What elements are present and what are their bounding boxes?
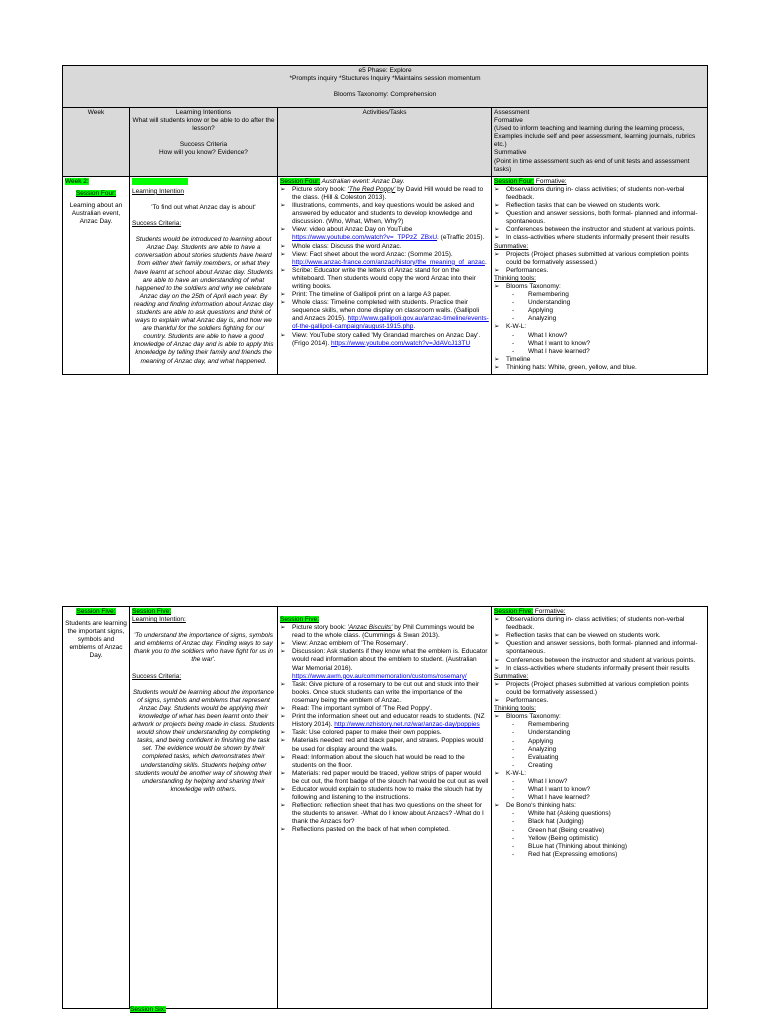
list-item [280, 640, 489, 648]
list-item [512, 746, 705, 754]
list-item [280, 681, 489, 705]
list-item [280, 705, 489, 713]
arrow-bullet-icon: ➢ [280, 737, 286, 745]
item-text: What I have learned? [528, 347, 590, 355]
list-item: ➢ K-W-L: [494, 769, 527, 777]
intention-cell [130, 607, 278, 1009]
item-text: Scribe: Educator write the letters of Anzac stand for on the whiteboard. Then students would copy the word Anzac into their writing books. [292, 266, 476, 290]
intention-label: Learning Intention [132, 187, 185, 195]
arrow-bullet-icon: ➢ [494, 202, 500, 210]
list-item [494, 356, 705, 364]
col-assessment [492, 108, 708, 177]
item-text: Remembering [528, 291, 569, 299]
list-item [280, 202, 489, 226]
list-item [494, 210, 705, 226]
list-item [494, 665, 705, 673]
criteria-label: Success Criteria: [132, 672, 182, 680]
criteria-text: Students would be introduced to learning about Anzac Day. Students are able to have a conversation about stories students have heard from either their family members, or what they have learnt at school about Anzac day. Students are able to have an understanding of what happened to the soldiers and why we celebrate Anzac day on the 25th of April each year. By reading and finding information about Anzac day students are able to ask questions and think of ways to explain what Anzac day is, and how we are thankful for the soldiers fighting for our country. Students are able to have a good knowledge of Anzac day and is able to apply this knowledge by telling their family and friends the meaning of Anzac day, and what happened. [133, 236, 274, 365]
week-label: Week 2: [65, 177, 89, 185]
dash-bullet: - [512, 786, 515, 794]
list-item [280, 713, 489, 729]
list-item [280, 243, 489, 251]
dash-bullet: - [512, 315, 515, 323]
summative-list [494, 681, 705, 705]
item-text: Question and answer sessions, both formal- planned and informal- spontaneous. [506, 640, 698, 656]
list-item: ➢ Blooms Taxonomy: [494, 282, 561, 290]
item-text: View: Anzac emblem of 'The Rosemary'. [292, 640, 409, 648]
book-title: 'The Red Poppy' [347, 185, 396, 193]
list-item [512, 307, 705, 315]
kwl-list [494, 323, 705, 331]
item-text: Print the information sheet out and educator reads to students. (NZ History 2014). [292, 713, 485, 729]
list-item [494, 251, 705, 267]
list-item [494, 697, 705, 705]
list-item [512, 810, 705, 818]
list-item [494, 202, 705, 210]
criteria-question: How will you know? Evidence? [159, 149, 248, 157]
item-text: Reflection tasks that can be viewed on students work. [506, 632, 661, 640]
debono-list [494, 802, 705, 810]
thinking-list [494, 713, 705, 721]
assessment-label: Session Five: [494, 608, 534, 615]
arrow-bullet-icon: ➢ [494, 226, 500, 234]
list-item [280, 226, 489, 242]
reference-link[interactable]: http://www.gallipoli.gov.au/anzac-timeline/events-of-the-gallipoli-campaign/august-1915.php [292, 315, 489, 331]
item-text: Conferences between the instructor and student at various points. [506, 656, 696, 664]
item-text: Materials needed: red and black paper, and straws. Poppies would be used for display around the walls. [292, 737, 484, 753]
list-item [512, 762, 705, 770]
item-text: . (eTraffic 2015). [437, 234, 485, 242]
item-text: Illustrations, comments, and key questions would be asked and answered by educator and students to develop knowledge and discussion. (Who, What, When, Why?) [292, 202, 475, 226]
item-text: Remembering [528, 721, 569, 729]
list-item [280, 648, 489, 680]
assessment-label: Session Four: [494, 177, 535, 185]
kwl-items [494, 332, 705, 356]
dash-bullet: - [512, 307, 515, 315]
arrow-bullet-icon: ➢ [280, 242, 286, 250]
list-item [494, 364, 705, 372]
item-text: What I know? [528, 777, 568, 785]
list-item [280, 802, 489, 826]
lesson-plan-table-1 [62, 65, 708, 375]
arrow-bullet-icon: ➢ [280, 785, 286, 793]
item-text: Analyzing [528, 315, 557, 323]
arrow-bullet-icon: ➢ [280, 266, 286, 274]
summative-desc: (Point in time assessment such as end of unit tests and assessment tasks) [494, 157, 690, 173]
list-item [494, 267, 705, 275]
item-text: View: Fact sheet about the word Anzac: (Somme 2015). [292, 250, 453, 258]
list-item [512, 851, 705, 859]
activities-cell [278, 176, 492, 374]
summative-label: Summative: [494, 242, 529, 250]
formative-list [494, 186, 705, 243]
item-text: Thinking hats: White, green, yellow, and blue. [506, 363, 637, 371]
item-text: View: YouTube story called 'My Grandad marches on Anzac Day'. (Frigo 2014). [292, 331, 481, 347]
arrow-bullet-icon: ➢ [280, 226, 286, 234]
week-description: Students are learning the important signs, symbols and emblems of Anzac Day. [65, 620, 127, 660]
blooms-list [494, 721, 705, 770]
arrow-bullet-icon: ➢ [494, 664, 500, 672]
arrow-bullet-icon: ➢ [280, 185, 286, 193]
intention-label: Learning Intention: [132, 616, 186, 624]
dash-bullet: - [512, 729, 515, 737]
arrow-bullet-icon: ➢ [494, 355, 500, 363]
blooms-level: Blooms Taxonomy: Comprehension [333, 91, 437, 99]
list-item [512, 754, 705, 762]
arrow-bullet-icon: ➢ [494, 640, 500, 648]
arrow-bullet-icon: ➢ [494, 697, 500, 705]
item-text: Projects (Project phases submitted at various completion points could be formatively assessed.) [506, 680, 689, 696]
item-text: Reflections pasted on the back of hat when completed. [292, 826, 450, 834]
item-text: Print: The timeline of Gallipoli print on a large A3 paper. [292, 291, 451, 299]
arrow-bullet-icon: ➢ [280, 640, 286, 648]
item-text: In class-activities where students informally present their results [506, 234, 690, 242]
list-item [280, 754, 489, 770]
arrow-bullet-icon: ➢ [280, 713, 286, 721]
list-item [512, 794, 705, 802]
item-text: Timeline [506, 355, 531, 363]
phase-header [63, 66, 708, 108]
item-text: by Phil Cummings would be read to the whole class. (Cummings & Swan 2013). [292, 624, 475, 640]
dash-bullet: - [512, 842, 515, 850]
phase-title: e5 Phase: Explore [358, 67, 412, 74]
item-text: Picture story book: [292, 624, 348, 632]
list-item [280, 186, 489, 202]
kwl-list [494, 770, 705, 778]
dash-bullet: - [512, 794, 515, 802]
item-text: Applying [528, 737, 553, 745]
item-text: Projects (Project phases submitted at various completion points could be formatively assessed.) [506, 250, 689, 266]
list-item [512, 340, 705, 348]
intention-text: 'To understand the importance of signs, symbols and emblems of Anzac day. Finding ways to say thank you to the soldiers who have fight for us in the war'. [133, 632, 274, 664]
arrow-bullet-icon: ➢ [280, 202, 286, 210]
dash-bullet: - [512, 291, 515, 299]
list-item [512, 778, 705, 786]
list-item [512, 786, 705, 794]
assessment-title: Formative: [533, 608, 566, 615]
list-item [280, 729, 489, 737]
dash-bullet: - [512, 745, 515, 753]
arrow-bullet-icon: ➢ [280, 624, 286, 632]
dash-bullet: - [512, 299, 515, 307]
arrow-bullet-icon: ➢ [280, 729, 286, 737]
list-item [512, 291, 705, 299]
item-text: Discussion: Ask students if they know what the emblem is. Educator would read information about the emblem to student. (Australian War Memorial 2016). [292, 648, 488, 672]
book-title: 'Anzac Biscuits' [347, 624, 393, 632]
item-text: Picture story book: [292, 185, 348, 193]
summative-list [494, 251, 705, 275]
arrow-bullet-icon: ➢ [280, 769, 286, 777]
thinking-label: Thinking tools: [494, 705, 536, 713]
phase-prompts: *Prompts inquiry *Stuctures Inquiry *Maintains session momentum [289, 75, 481, 83]
col-intentions [130, 108, 278, 177]
item-text: Black hat (Judging) [528, 818, 584, 826]
activities-title: Australian event: Anzac Day. [320, 177, 405, 185]
reference-link[interactable]: https://www.awm.gov.au/commemoration/customs/rosemary/ [292, 672, 467, 680]
summative-label: Summative: [494, 672, 529, 680]
formative-desc: (Used to inform teaching and learning during the learning process, Examples include self and peer assessment, learning journals, rubrics etc.) [494, 125, 696, 149]
dash-bullet: - [512, 753, 515, 761]
lesson-plan-table-2 [62, 606, 708, 1009]
arrow-bullet-icon: ➢ [280, 826, 286, 834]
item-text: What I want to know? [528, 339, 591, 347]
item-text: Observations during in- class activities; of students non-verbal feedback. [506, 185, 685, 201]
list-item [494, 186, 705, 202]
item-text: . [413, 323, 416, 331]
thinking-list [494, 283, 705, 291]
intention-text: 'To find out what Anzac day is about' [151, 203, 256, 211]
dash-bullet: - [512, 339, 515, 347]
assessment-cell [492, 607, 708, 1009]
assessment-title: Assessment [494, 109, 530, 116]
list-item [280, 291, 489, 299]
list-item [512, 348, 705, 356]
list-item [512, 835, 705, 843]
item-text: White hat (Asking questions) [528, 810, 611, 818]
dash-bullet: - [512, 818, 515, 826]
dash-bullet: - [512, 761, 515, 769]
item-text: Reflection tasks that can be viewed on students work. [506, 202, 661, 210]
intentions-question: What will students know or be able to do after the lesson? [132, 117, 275, 133]
arrow-bullet-icon: ➢ [494, 656, 500, 664]
criteria-text: Students would be learning about the importance of signs, symbols and emblems that represent Anzac Day. Students would be applying their knowledge of what has been learnt onto their artwork or projects being made in class. Students would show their understanding by completing tasks, and being confident in finishing the task set. The evidence would be shown by their completed tasks, which demonstrates their understanding skills. Students helping other students would be another way of showing their understanding by helping and sharing their knowledge with others. [132, 688, 275, 793]
activities-label: Session Four: [280, 177, 321, 185]
list-item [280, 624, 489, 640]
week-cell [63, 607, 130, 1009]
criteria-label: Success Criteria: [132, 220, 182, 228]
arrow-bullet-icon: ➢ [494, 616, 500, 624]
week-cell [63, 176, 130, 374]
session-label: Session Four: [75, 189, 117, 197]
list-item [512, 843, 705, 851]
debono-items [494, 810, 705, 859]
item-text: Red hat (Expressing emotions) [528, 850, 618, 858]
item-text: Educator would explain to students how to make the slouch hat by following and listening to the instructions. [292, 785, 483, 802]
arrow-bullet-icon: ➢ [280, 331, 286, 339]
kwl-items [494, 778, 705, 802]
item-text: In class-activities where students informally present their results [506, 664, 690, 672]
list-item: ➢ Blooms Taxonomy: [494, 713, 561, 721]
criteria-title: Success Criteria [179, 141, 228, 149]
dash-bullet: - [512, 777, 515, 785]
item-text: What I want to know? [528, 786, 591, 794]
session-five-row [63, 607, 708, 1009]
activities-cell [278, 607, 492, 1009]
reference-link[interactable]: http://www.anzac-france.com/anzac/history/the_meaning_of_anzac [292, 258, 485, 266]
list-item [280, 786, 489, 802]
item-text: Read: Information about the slouch hat would be read to the students on the floor. [292, 753, 465, 769]
list-item [512, 818, 705, 826]
item-text: Understanding [528, 729, 571, 737]
arrow-bullet-icon: ➢ [280, 299, 286, 307]
activities-list [280, 186, 489, 348]
item-text: Applying [528, 307, 553, 315]
list-item [494, 226, 705, 234]
item-text: Creating [528, 761, 553, 769]
dash-bullet: - [512, 834, 515, 842]
arrow-bullet-icon: ➢ [280, 291, 286, 299]
arrow-bullet-icon: ➢ [494, 266, 500, 274]
arrow-bullet-icon: ➢ [494, 363, 500, 371]
assessment-title: Formative: [534, 177, 567, 185]
dash-bullet: - [512, 850, 515, 858]
arrow-bullet-icon: ➢ [280, 250, 286, 258]
reference-link[interactable]: http://www.nzhistory.net.nz/war/anzac-day/poppies [334, 721, 480, 729]
arrow-bullet-icon: ➢ [494, 210, 500, 218]
col-activities: Activities/Tasks [278, 108, 492, 177]
column-header-row [63, 108, 708, 177]
intention-session: Session Five: [132, 608, 172, 615]
blooms-list [494, 291, 705, 323]
item-text: Read: The important symbol of 'The Red Poppy'. [292, 705, 433, 713]
item-text: Task: Give picture of a rosemary to be cut out and stuck into their books. Once stuck students can write the importance of the rosemary being the emblem of Anzac. [292, 680, 480, 704]
arrow-bullet-icon: ➢ [280, 680, 286, 688]
dash-bullet: - [512, 737, 515, 745]
reference-link[interactable]: https://www.youtube.com/watch?v=JdAVcJ13TU [331, 339, 471, 347]
list-item [512, 729, 705, 737]
list-item [280, 267, 489, 291]
arrow-bullet-icon: ➢ [280, 648, 286, 656]
list-item: ➢ K-W-L: [494, 323, 527, 331]
item-text: Task: Use colored paper to make their own poppies. [292, 729, 442, 737]
session-four-row [63, 176, 708, 374]
item-text: Understanding [528, 299, 571, 307]
extra-list [494, 356, 705, 372]
intentions-title: Learning Intentions [175, 109, 232, 116]
week-description: Learning about an Australian event, Anzac Day. [69, 201, 123, 226]
list-item [512, 315, 705, 323]
item-text: Reflection: reflection sheet that has two questions on the sheet for the students to answer. -What do I know about Anzacs? -What do I thank the Anzacs for? [292, 802, 484, 826]
list-item [280, 737, 489, 753]
assessment-cell [492, 176, 708, 374]
item-text: View: video about Anzac Day on YouTube [292, 226, 413, 234]
list-item [280, 770, 489, 786]
list-item [512, 299, 705, 307]
session-six-label: Session Six: [130, 1006, 166, 1013]
item-text: . [484, 258, 487, 266]
dash-bullet: - [512, 721, 515, 729]
item-text: What I have learned? [528, 794, 590, 802]
list-item: ➢ De Bono's thinking hats: [494, 802, 576, 810]
list-item [494, 234, 705, 242]
list-item [512, 721, 705, 729]
item-text: Question and answer sessions, both formal- planned and informal- spontaneous. [506, 210, 698, 226]
reference-link[interactable]: https://www.youtube.com/watch?v=_TPPzZ_ZBxU [292, 234, 438, 242]
list-item [494, 616, 705, 632]
list-item [512, 332, 705, 340]
summative-title: Summative [494, 149, 527, 157]
item-text: What I know? [528, 331, 568, 339]
item-text: Green hat (Being creative) [528, 826, 605, 834]
item-text: Materials: red paper would be traced, yellow strips of paper would be cut out, the front badge of the slouch hat would be cut out as well [292, 769, 489, 785]
item-text: by David Hill would be read to the class. (Hill & Coleston 2013). [292, 185, 484, 201]
item-text: Observations during in- class activities; of students non-verbal feedback. [506, 616, 685, 632]
arrow-bullet-icon: ➢ [280, 802, 286, 810]
list-item [494, 657, 705, 665]
list-item [494, 681, 705, 697]
formative-title: Formative [494, 117, 523, 125]
arrow-bullet-icon: ➢ [494, 185, 500, 193]
col-week: Week [63, 108, 130, 177]
arrow-bullet-icon: ➢ [280, 753, 286, 761]
session-label: Session Five: [76, 608, 116, 615]
item-text: BLue hat (Thinking about thinking) [528, 842, 628, 850]
arrow-bullet-icon: ➢ [280, 705, 286, 713]
list-item [280, 299, 489, 331]
list-item [494, 632, 705, 640]
item-text: Performances. [506, 697, 549, 705]
list-item [280, 251, 489, 267]
item-text: Performances. [506, 266, 549, 274]
item-text: Conferences between the instructor and student at various points. [506, 226, 696, 234]
thinking-label: Thinking tools: [494, 274, 536, 282]
item-text: Evaluating [528, 753, 559, 761]
dash-bullet: - [512, 810, 515, 818]
list-item [280, 332, 489, 348]
item-text: Whole class: Timeline completed with students. Practice their sequence skills, when done display on classroom walls. (Gallipoli and Anzacs 2015). [292, 299, 480, 323]
item-text: Whole class: Discuss the word Anzac. [292, 242, 402, 250]
list-item [512, 738, 705, 746]
dash-bullet: - [512, 347, 515, 355]
arrow-bullet-icon: ➢ [494, 234, 500, 242]
formative-list [494, 616, 705, 673]
list-item [512, 827, 705, 835]
list-item [494, 640, 705, 656]
dash-bullet: - [512, 826, 515, 834]
arrow-bullet-icon: ➢ [494, 680, 500, 688]
activities-list [280, 624, 489, 834]
intention-cell [130, 176, 278, 374]
arrow-bullet-icon: ➢ [494, 632, 500, 640]
dash-bullet: - [512, 331, 515, 339]
item-text: Analyzing [528, 745, 557, 753]
arrow-bullet-icon: ➢ [494, 250, 500, 258]
activities-label: Session Five: [280, 616, 320, 623]
item-text: Yellow (Being optimistic) [528, 834, 599, 842]
list-item [280, 826, 489, 834]
